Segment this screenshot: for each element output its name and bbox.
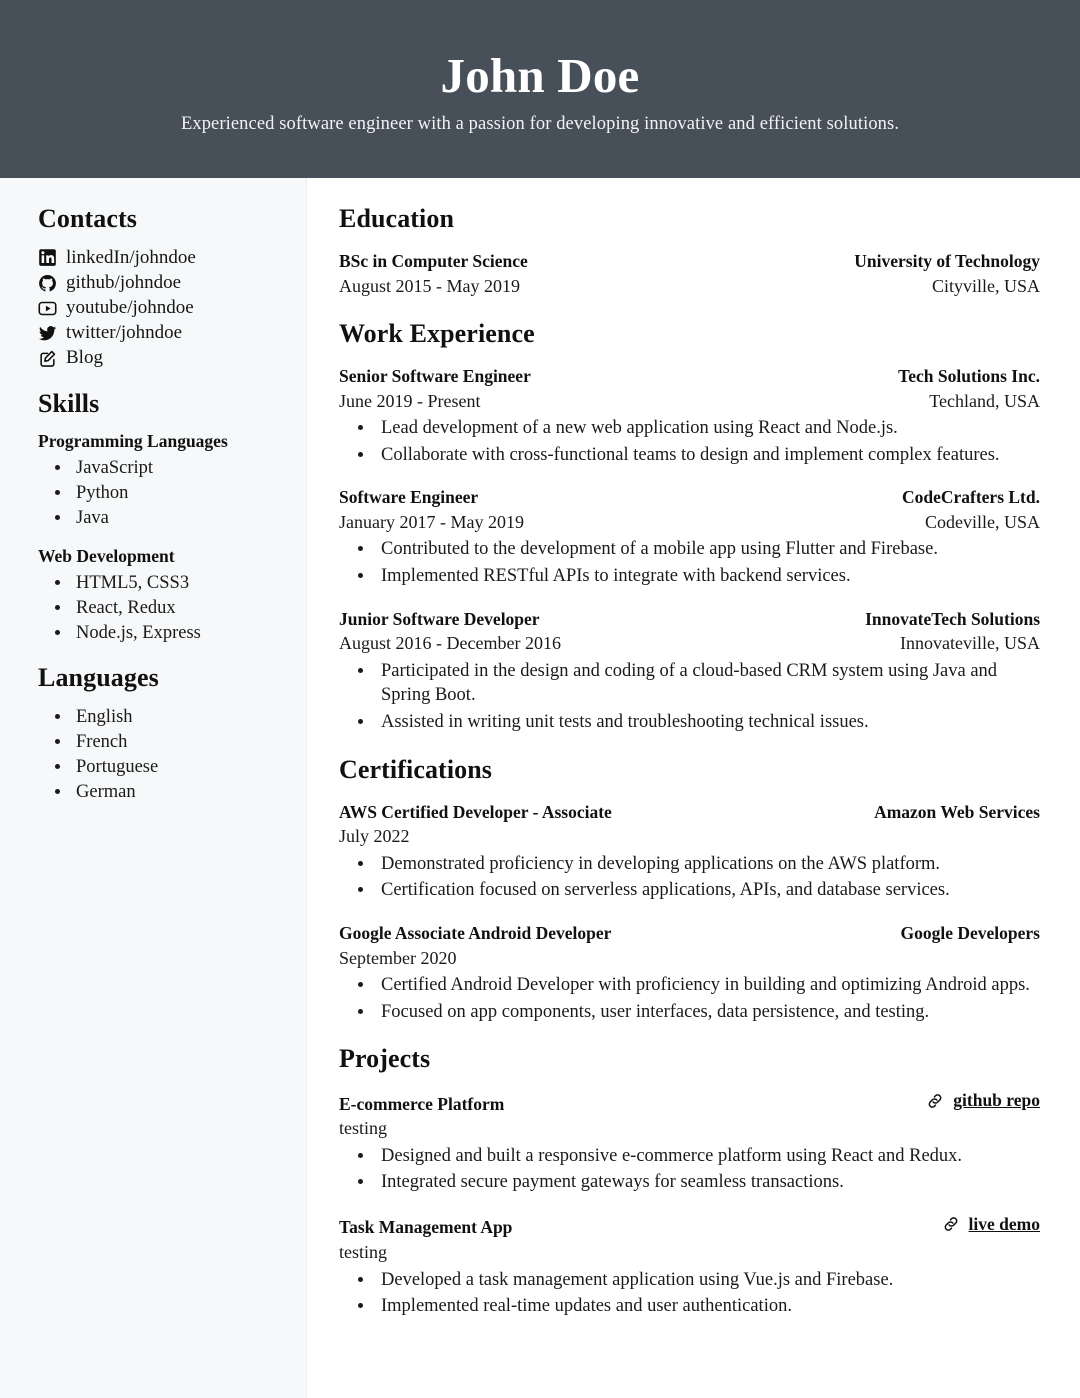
entry-meta-row xyxy=(339,946,1040,972)
resume-body xyxy=(0,178,1080,1398)
project-entry xyxy=(339,1090,1040,1195)
list-item: • Designed and built a responsive e-commerce platform using React and Redux. xyxy=(375,1144,1040,1169)
skill-group-title: Web Development xyxy=(38,546,175,567)
link-icon xyxy=(942,1215,960,1233)
role-label: Software Engineer xyxy=(339,487,479,508)
contact-item-twitter[interactable] xyxy=(38,321,284,345)
list-item: • Integrated secure payment gateways for seamless transactions. xyxy=(375,1170,1040,1195)
list-item: • Python xyxy=(72,481,284,505)
role-label: Junior Software Developer xyxy=(339,608,540,629)
issuer-label: Google Developers xyxy=(900,922,1040,943)
work-entry xyxy=(339,365,1040,467)
entry-title-row xyxy=(339,922,1040,946)
list-item: • Portuguese xyxy=(72,755,284,779)
github-icon xyxy=(38,274,57,293)
work-entry xyxy=(339,608,1040,735)
skill-group-web-development xyxy=(38,545,284,645)
list-item: • Assisted in writing unit tests and troubleshooting technical issues. xyxy=(375,710,1040,735)
entry-title-row xyxy=(339,1214,1040,1240)
education-heading: Education xyxy=(339,204,455,233)
location-label: Techland, USA xyxy=(929,390,1040,411)
dates-label: January 2017 - May 2019 xyxy=(339,511,524,532)
list-item: • Node.js, Express xyxy=(72,621,284,645)
institution-label: University of Technology xyxy=(854,250,1040,271)
company-label: Tech Solutions Inc. xyxy=(898,365,1040,386)
blog-icon xyxy=(38,349,57,368)
link-icon xyxy=(926,1092,944,1110)
project-name: E-commerce Platform xyxy=(339,1093,505,1114)
project-subtitle: testing xyxy=(339,1242,387,1263)
list-item: • Java xyxy=(72,506,284,530)
contact-item-github[interactable] xyxy=(38,271,284,295)
languages-heading: Languages xyxy=(38,663,159,693)
entry-meta-row xyxy=(339,1116,1040,1142)
list-item: • Certification focused on serverless applications, APIs, and database services. xyxy=(375,878,1040,903)
entry-title-row xyxy=(339,1090,1040,1116)
entry-bullets xyxy=(375,537,1040,588)
dates-label: August 2016 - December 2016 xyxy=(339,633,561,654)
entry-bullets xyxy=(375,973,1040,1024)
location-label: Innovateville, USA xyxy=(900,633,1040,654)
dates-label: June 2019 - Present xyxy=(339,390,481,411)
list-item: • German xyxy=(72,780,284,804)
list-item: • HTML5, CSS3 xyxy=(72,571,284,595)
entry-meta-row xyxy=(339,631,1040,657)
list-item: • Developed a task management application using Vue.js and Firebase. xyxy=(375,1268,1040,1293)
project-link-label: live demo xyxy=(968,1213,1040,1234)
entry-meta-row xyxy=(339,1240,1040,1266)
skill-group-programming-languages xyxy=(38,430,284,530)
project-subtitle: testing xyxy=(339,1118,387,1139)
section-work-experience xyxy=(339,319,1040,735)
date-label: September 2020 xyxy=(339,947,457,968)
contact-item-youtube[interactable] xyxy=(38,296,284,320)
certification-name: Google Associate Android Developer xyxy=(339,922,612,943)
entry-meta-row xyxy=(339,510,1040,536)
skill-group-title: Programming Languages xyxy=(38,431,228,452)
degree-label: BSc in Computer Science xyxy=(339,250,528,271)
sidebar-section-skills xyxy=(38,389,284,646)
projects-heading: Projects xyxy=(339,1044,431,1074)
contacts-heading: Contacts xyxy=(38,204,138,233)
work-experience-heading: Work Experience xyxy=(339,319,535,349)
list-item: • Implemented RESTful APIs to integrate with backend services. xyxy=(375,564,1040,589)
date-label: July 2022 xyxy=(339,826,410,847)
certification-name: AWS Certified Developer - Associate xyxy=(339,801,612,822)
main-content xyxy=(307,178,1080,1398)
list-item: • React, Redux xyxy=(72,596,284,620)
entry-bullets xyxy=(375,416,1040,467)
certifications-heading: Certifications xyxy=(339,754,493,784)
language-items xyxy=(72,705,284,804)
list-item: • Contributed to the development of a mobile app using Flutter and Firebase. xyxy=(375,537,1040,562)
entry-meta-row xyxy=(339,389,1040,415)
work-entry xyxy=(339,486,1040,588)
contact-item-linkedin[interactable] xyxy=(38,246,284,270)
project-link-github-repo[interactable] xyxy=(926,1090,1040,1111)
list-item: • Certified Android Developer with proficiency in building and optimizing Android apps. xyxy=(375,973,1040,998)
contact-list xyxy=(38,246,284,371)
location-label: Codeville, USA xyxy=(925,511,1040,532)
entry-bullets xyxy=(375,852,1040,903)
project-link-label: github repo xyxy=(953,1090,1040,1111)
project-name: Task Management App xyxy=(339,1217,513,1238)
role-label: Senior Software Engineer xyxy=(339,365,531,386)
entry-bullets xyxy=(375,1268,1040,1319)
project-entry xyxy=(339,1214,1040,1319)
section-projects xyxy=(339,1044,1040,1319)
linkedin-icon xyxy=(38,248,57,267)
location-label: Cityville, USA xyxy=(931,275,1040,296)
company-label: CodeCrafters Ltd. xyxy=(901,487,1040,508)
certification-entry xyxy=(339,801,1040,903)
section-education xyxy=(339,204,1040,299)
contact-item-blog[interactable] xyxy=(38,346,284,370)
list-item: • JavaScript xyxy=(72,456,284,480)
entry-title-row xyxy=(339,608,1040,632)
certification-entry xyxy=(339,922,1040,1024)
sidebar-section-languages xyxy=(38,663,284,804)
entry-title-row xyxy=(339,486,1040,510)
entry-title-row xyxy=(339,365,1040,389)
list-item: • English xyxy=(72,705,284,729)
header-tagline: Experienced software engineer with a passion for developing innovative and efficient solutions. xyxy=(180,113,900,134)
list-item: • French xyxy=(72,730,284,754)
company-label: InnovateTech Solutions xyxy=(865,608,1040,629)
contact-label: Blog xyxy=(66,347,103,369)
entry-bullets xyxy=(375,1144,1040,1195)
entry-title-row xyxy=(339,801,1040,825)
list-item: • Focused on app components, user interfaces, data persistence, and testing. xyxy=(375,1000,1040,1025)
education-entry xyxy=(339,250,1040,299)
contact-label: linkedIn/johndoe xyxy=(66,246,196,268)
section-certifications xyxy=(339,755,1040,1025)
contact-label: youtube/johndoe xyxy=(66,297,194,319)
skill-items xyxy=(72,571,284,645)
sidebar xyxy=(0,178,307,1398)
entry-meta-row xyxy=(339,274,1040,300)
twitter-icon xyxy=(38,324,57,343)
youtube-icon xyxy=(38,299,57,318)
entry-meta-row xyxy=(339,824,1040,850)
project-link-live-demo[interactable] xyxy=(942,1214,1040,1235)
contact-label: twitter/johndoe xyxy=(66,322,183,344)
list-item: • Demonstrated proficiency in developing applications on the AWS platform. xyxy=(375,852,1040,877)
dates-label: August 2015 - May 2019 xyxy=(339,275,520,296)
sidebar-section-contacts xyxy=(38,204,284,371)
skill-items xyxy=(72,456,284,530)
list-item: • Lead development of a new web application using React and Node.js. xyxy=(375,416,1040,441)
list-item: • Participated in the design and coding of a cloud-based CRM system using Java and Spring Boot. xyxy=(375,659,1040,708)
skills-heading: Skills xyxy=(38,388,100,418)
issuer-label: Amazon Web Services xyxy=(874,801,1040,822)
contact-label: github/johndoe xyxy=(66,272,182,294)
page-title: John Doe xyxy=(440,48,640,104)
list-item: • Implemented real-time updates and user authentication. xyxy=(375,1294,1040,1319)
resume-header xyxy=(0,0,1080,178)
entry-title-row xyxy=(339,250,1040,274)
list-item: • Collaborate with cross-functional teams to design and implement complex features. xyxy=(375,443,1040,468)
entry-bullets xyxy=(375,659,1040,735)
